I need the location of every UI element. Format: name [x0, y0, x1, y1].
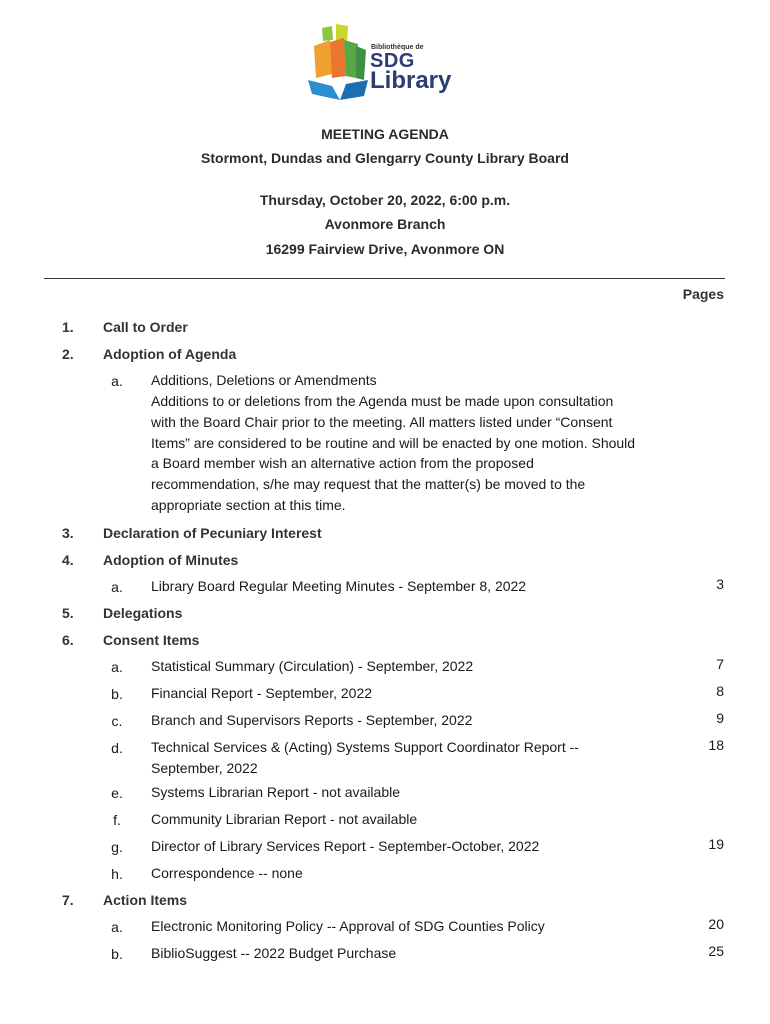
- section-number: 2.: [62, 346, 74, 362]
- item-letter: e.: [111, 785, 123, 801]
- item-text: Technical Services & (Acting) Systems Support Coordinator Report -- September, 2022: [151, 739, 579, 776]
- item-page: 7: [716, 656, 724, 672]
- item-note: Additions to or deletions from the Agenda must be made upon consultation with the Board Chair prior to the meeting. All matters listed under “Consent Items” are considered to be routine and will be enacted by one motion. Should a Board member wish an alternative action from the proposed recommendation, s/he may request that the matter(s) be moved to the appropriate section at this time.: [151, 393, 636, 513]
- item-letter: f.: [113, 812, 121, 828]
- item-text: Statistical Summary (Circulation) - September, 2022: [151, 658, 474, 674]
- section-number: 7.: [62, 892, 74, 908]
- section-title: Delegations: [103, 605, 183, 621]
- item-letter: a.: [111, 919, 123, 935]
- item-letter: b.: [111, 946, 123, 962]
- item-page: 19: [708, 836, 724, 852]
- item-text: Additions, Deletions or Amendments: [151, 372, 377, 388]
- item-text: Director of Library Services Report - September-October, 2022: [151, 838, 540, 854]
- item-letter: a.: [111, 659, 123, 675]
- item-page: 8: [716, 683, 724, 699]
- meeting-date: Thursday, October 20, 2022, 6:00 p.m.: [259, 192, 511, 208]
- meeting-branch: Avonmore Branch: [324, 216, 446, 232]
- item-page: 25: [708, 943, 724, 959]
- item-text: Systems Librarian Report - not available: [151, 784, 401, 800]
- section-number: 4.: [62, 552, 74, 568]
- header-divider: [44, 278, 725, 279]
- section-title: Declaration of Pecuniary Interest: [103, 525, 322, 541]
- item-letter: g.: [111, 839, 123, 855]
- section-number: 3.: [62, 525, 74, 541]
- section-title: Call to Order: [103, 319, 188, 335]
- section-title: Adoption of Agenda: [103, 346, 237, 362]
- item-page: 20: [708, 916, 724, 932]
- logo-library-text: Library: [370, 67, 452, 94]
- item-letter: d.: [111, 740, 123, 756]
- item-letter: a.: [111, 373, 123, 389]
- item-letter: b.: [111, 686, 123, 702]
- item-text: Library Board Regular Meeting Minutes - September 8, 2022: [151, 578, 527, 594]
- item-text: Community Librarian Report - not available: [151, 811, 418, 827]
- section-number: 1.: [62, 319, 74, 335]
- board-name: Stormont, Dundas and Glengarry County Library Board: [201, 150, 569, 166]
- section-title: Consent Items: [103, 632, 200, 648]
- logo-sdg-text: SDG: [370, 50, 415, 72]
- pages-column-header: Pages: [682, 286, 724, 302]
- item-page: 9: [716, 710, 724, 726]
- agenda-title: MEETING AGENDA: [321, 126, 449, 142]
- item-text: BiblioSuggest -- 2022 Budget Purchase: [151, 945, 397, 961]
- item-text: Financial Report - September, 2022: [151, 685, 373, 701]
- item-text: Correspondence -- none: [151, 865, 303, 881]
- section-number: 5.: [62, 605, 74, 621]
- item-text: Electronic Monitoring Policy -- Approval of SDG Counties Policy: [151, 918, 545, 934]
- item-letter: h.: [111, 866, 123, 882]
- section-title: Action Items: [103, 892, 188, 908]
- meeting-address: 16299 Fairview Drive, Avonmore ON: [265, 241, 505, 257]
- item-page: 3: [716, 576, 724, 592]
- item-text: Branch and Supervisors Reports - September, 2022: [151, 712, 473, 728]
- item-letter: a.: [111, 579, 123, 595]
- item-page: 18: [708, 737, 724, 753]
- item-letter: c.: [111, 713, 123, 729]
- section-title: Adoption of Minutes: [103, 552, 239, 568]
- section-number: 6.: [62, 632, 74, 648]
- logo-small-text: Bibliothèque de: [371, 44, 424, 51]
